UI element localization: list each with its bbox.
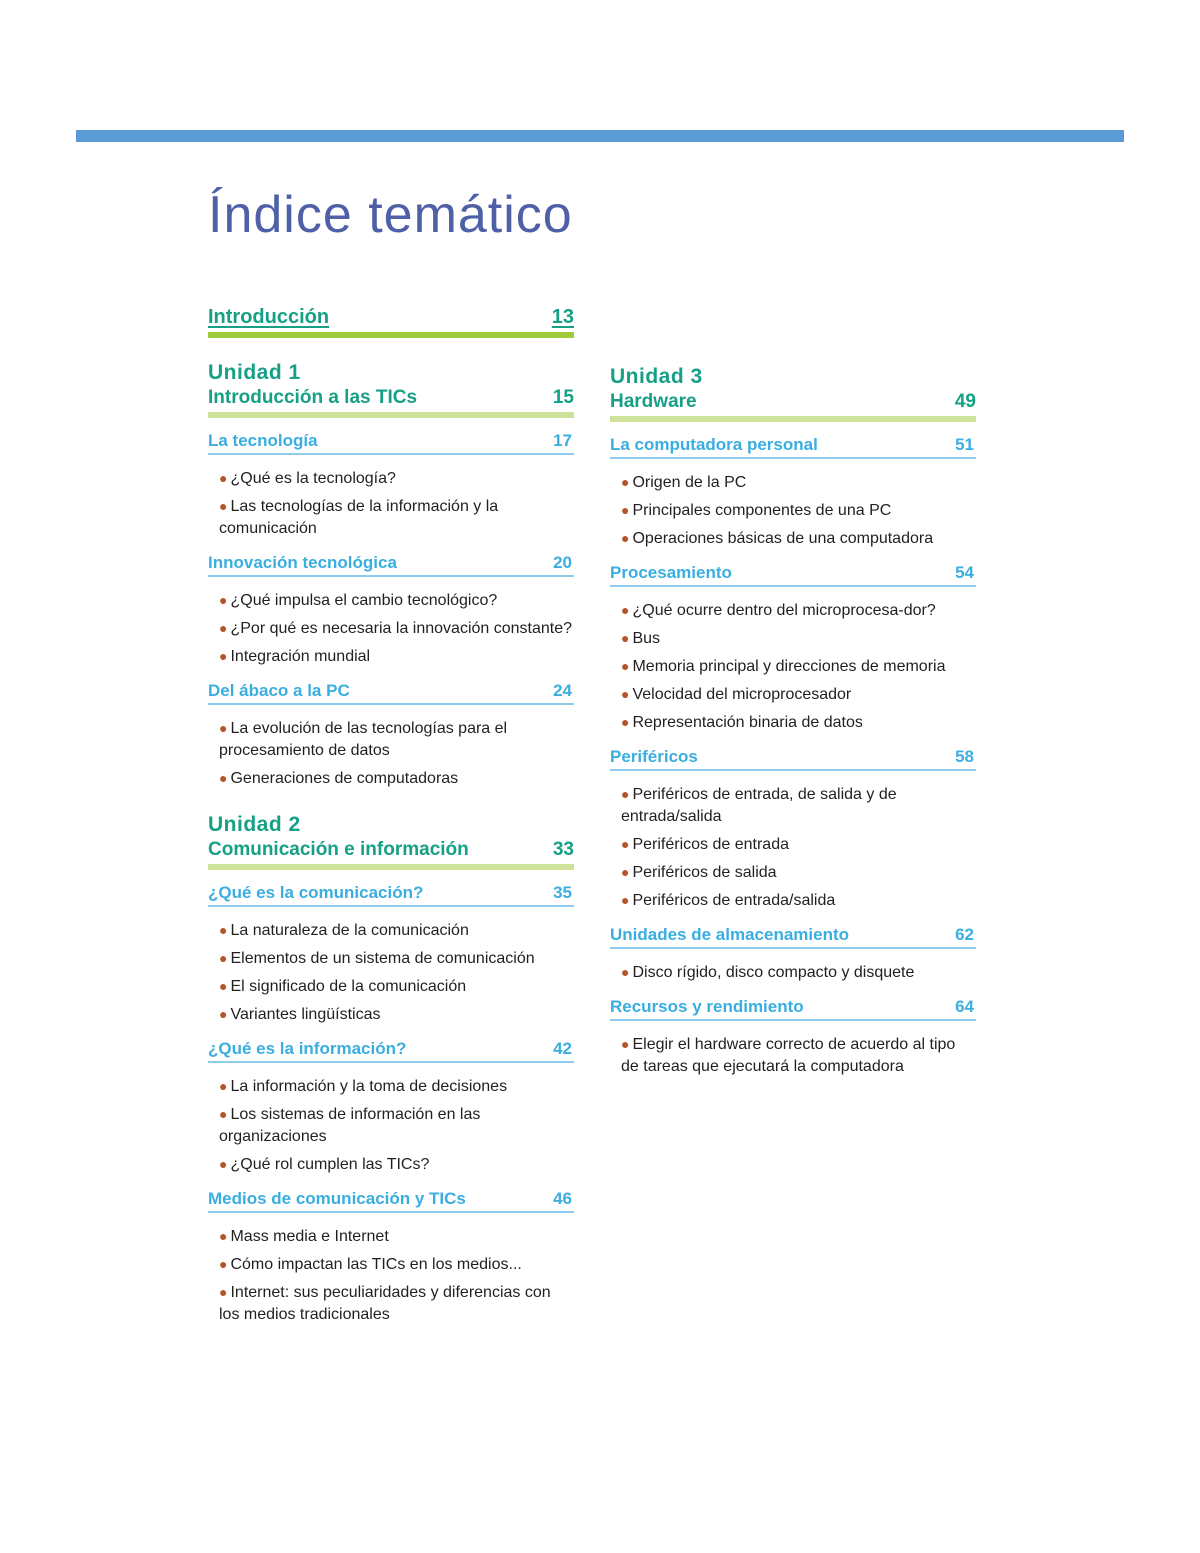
unit-1-title-entry[interactable]: [208, 386, 574, 410]
section-entry[interactable]: [208, 552, 574, 577]
unit-rule: [208, 864, 574, 870]
bullet-icon: ●: [621, 658, 630, 674]
section-page: 20: [553, 553, 572, 572]
bullet-icon: ●: [219, 720, 228, 736]
list-item: ● La naturaleza de la comunicación: [219, 922, 469, 939]
list-item: ● Cómo impactan las TICs en los medios...: [219, 1256, 522, 1273]
unit-2-block: [208, 812, 574, 1326]
toc-column-left: [208, 306, 574, 1331]
section-items: [208, 467, 574, 540]
section-items: [208, 1075, 574, 1176]
bullet-icon: ●: [219, 978, 228, 994]
bullet-icon: ●: [219, 922, 228, 938]
bullet-icon: ●: [219, 592, 228, 608]
list-item: ● Velocidad del microprocesador: [621, 686, 852, 703]
list-item: ● ¿Por qué es necesaria la innovación constante?: [219, 620, 573, 637]
section-entry[interactable]: [208, 680, 574, 705]
list-item: ● Principales componentes de una PC: [621, 502, 892, 519]
section-page: 64: [955, 997, 974, 1016]
unit-title: Introducción a las TICs: [208, 387, 418, 408]
list-item: ● Mass media e Internet: [219, 1228, 389, 1245]
bullet-icon: ●: [621, 964, 630, 980]
unit-3-block: [610, 364, 976, 1078]
section-page: 35: [553, 883, 572, 902]
bullet-icon: ●: [621, 630, 630, 646]
section-title: Del ábaco a la PC: [208, 681, 350, 700]
section-page: 58: [955, 747, 974, 766]
section-items: [610, 961, 976, 984]
unit-2-title-entry[interactable]: [208, 838, 574, 862]
list-item: ● Variantes lingüísticas: [219, 1006, 381, 1023]
section-items: [610, 471, 976, 550]
intro-label: Introducción: [208, 306, 330, 328]
intro-page: 13: [551, 306, 574, 328]
section-title: La tecnología: [208, 431, 318, 450]
list-item: ● Los sistemas de información en las organizaciones: [219, 1106, 481, 1145]
section-entry[interactable]: [208, 430, 574, 455]
bullet-icon: ●: [219, 950, 228, 966]
unit-label: Unidad 1: [208, 361, 301, 384]
list-item: ● ¿Qué impulsa el cambio tecnológico?: [219, 592, 498, 609]
unit-page: 15: [552, 387, 574, 408]
section-page: 54: [955, 563, 974, 582]
bullet-icon: ●: [219, 648, 228, 664]
section-title: Procesamiento: [610, 563, 732, 582]
unit-label: Unidad 3: [610, 365, 703, 388]
list-item: ● Las tecnologías de la información y la comunicación: [219, 498, 499, 537]
list-item: ● Periféricos de entrada, de salida y de entrada/salida: [621, 786, 897, 825]
bullet-icon: ●: [621, 714, 630, 730]
section-items: [610, 783, 976, 912]
bullet-icon: ●: [621, 474, 630, 490]
list-item: ● La evolución de las tecnologías para el procesamiento de datos: [219, 720, 508, 759]
bullet-icon: ●: [621, 686, 630, 702]
list-item: ● Elegir el hardware correcto de acuerdo al tipo de tareas que ejecutará la computadora: [621, 1036, 956, 1075]
unit-rule: [610, 416, 976, 422]
unit-1-block: [208, 360, 574, 790]
list-item: ● ¿Qué rol cumplen las TICs?: [219, 1156, 430, 1173]
section-items: [610, 599, 976, 734]
section-entry[interactable]: [610, 562, 976, 587]
list-item: ● Origen de la PC: [621, 474, 747, 491]
bullet-icon: ●: [219, 1006, 228, 1022]
list-item: ● Periféricos de entrada: [621, 836, 789, 853]
bullet-icon: ●: [219, 1156, 228, 1172]
section-page: 46: [553, 1189, 572, 1208]
bullet-icon: ●: [621, 502, 630, 518]
bullet-icon: ●: [621, 1036, 630, 1052]
bullet-icon: ●: [219, 498, 228, 514]
unit-title: Comunicación e información: [208, 839, 469, 860]
section-title: Unidades de almacenamiento: [610, 925, 850, 944]
toc-entry-introduccion[interactable]: [208, 306, 574, 332]
section-entry[interactable]: [208, 1038, 574, 1063]
section-entry[interactable]: [208, 882, 574, 907]
unit-rule: [208, 412, 574, 418]
section-items: [610, 1033, 976, 1078]
unit-label: Unidad 2: [208, 813, 301, 836]
bullet-icon: ●: [219, 1078, 228, 1094]
page-title: Índice temático: [208, 186, 573, 244]
section-items: [208, 717, 574, 790]
section-title: ¿Qué es la información?: [208, 1039, 407, 1058]
section-items: [208, 919, 574, 1026]
bullet-icon: ●: [621, 602, 630, 618]
header-rule: [76, 130, 1124, 142]
section-entry[interactable]: [208, 1188, 574, 1213]
intro-rule: [208, 332, 574, 338]
section-entry[interactable]: [610, 996, 976, 1021]
section-title: Medios de comunicación y TICs: [208, 1189, 466, 1208]
bullet-icon: ●: [219, 1106, 228, 1122]
list-item: ● La información y la toma de decisiones: [219, 1078, 508, 1095]
section-page: 51: [955, 435, 974, 454]
bullet-icon: ●: [621, 892, 630, 908]
list-item: ● Periféricos de entrada/salida: [621, 892, 836, 909]
section-page: 24: [553, 681, 572, 700]
section-title: Periféricos: [610, 747, 698, 766]
list-item: ● Memoria principal y direcciones de memoria: [621, 658, 946, 675]
unit-title: Hardware: [610, 391, 697, 412]
bullet-icon: ●: [219, 1284, 228, 1300]
bullet-icon: ●: [219, 1228, 228, 1244]
bullet-icon: ●: [621, 864, 630, 880]
list-item: ● ¿Qué es la tecnología?: [219, 470, 396, 487]
list-item: ● Disco rígido, disco compacto y disquete: [621, 964, 915, 981]
list-item: ● Generaciones de computadoras: [219, 770, 459, 787]
section-items: [208, 589, 574, 668]
unit-page: 33: [552, 839, 574, 860]
bullet-icon: ●: [621, 836, 630, 852]
unit-page: 49: [954, 391, 976, 412]
list-item: ● Integración mundial: [219, 648, 371, 665]
list-item: ● Elementos de un sistema de comunicación: [219, 950, 535, 967]
section-title: Recursos y rendimiento: [610, 997, 804, 1016]
list-item: ● Periféricos de salida: [621, 864, 777, 881]
toc-column-right: [610, 364, 976, 1083]
bullet-icon: ●: [219, 620, 228, 636]
bullet-icon: ●: [621, 786, 630, 802]
section-page: 62: [955, 925, 974, 944]
section-entry[interactable]: [610, 924, 976, 949]
section-title: Innovación tecnológica: [208, 553, 397, 572]
section-entry[interactable]: [610, 746, 976, 771]
bullet-icon: ●: [219, 770, 228, 786]
list-item: ● Internet: sus peculiaridades y diferencias con los medios tradicionales: [219, 1284, 551, 1323]
list-item: ● El significado de la comunicación: [219, 978, 467, 995]
section-items: [208, 1225, 574, 1326]
list-item: ● ¿Qué ocurre dentro del microprocesa-dor?: [621, 602, 936, 619]
bullet-icon: ●: [621, 530, 630, 546]
section-page: 42: [553, 1039, 572, 1058]
section-entry[interactable]: [610, 434, 976, 459]
section-page: 17: [553, 431, 572, 450]
list-item: ● Representación binaria de datos: [621, 714, 863, 731]
bullet-icon: ●: [219, 470, 228, 486]
bullet-icon: ●: [219, 1256, 228, 1272]
list-item: ● Bus: [621, 630, 661, 647]
list-item: ● Operaciones básicas de una computadora: [621, 530, 934, 547]
unit-3-title-entry[interactable]: [610, 390, 976, 414]
section-title: La computadora personal: [610, 435, 818, 454]
section-title: ¿Qué es la comunicación?: [208, 883, 424, 902]
